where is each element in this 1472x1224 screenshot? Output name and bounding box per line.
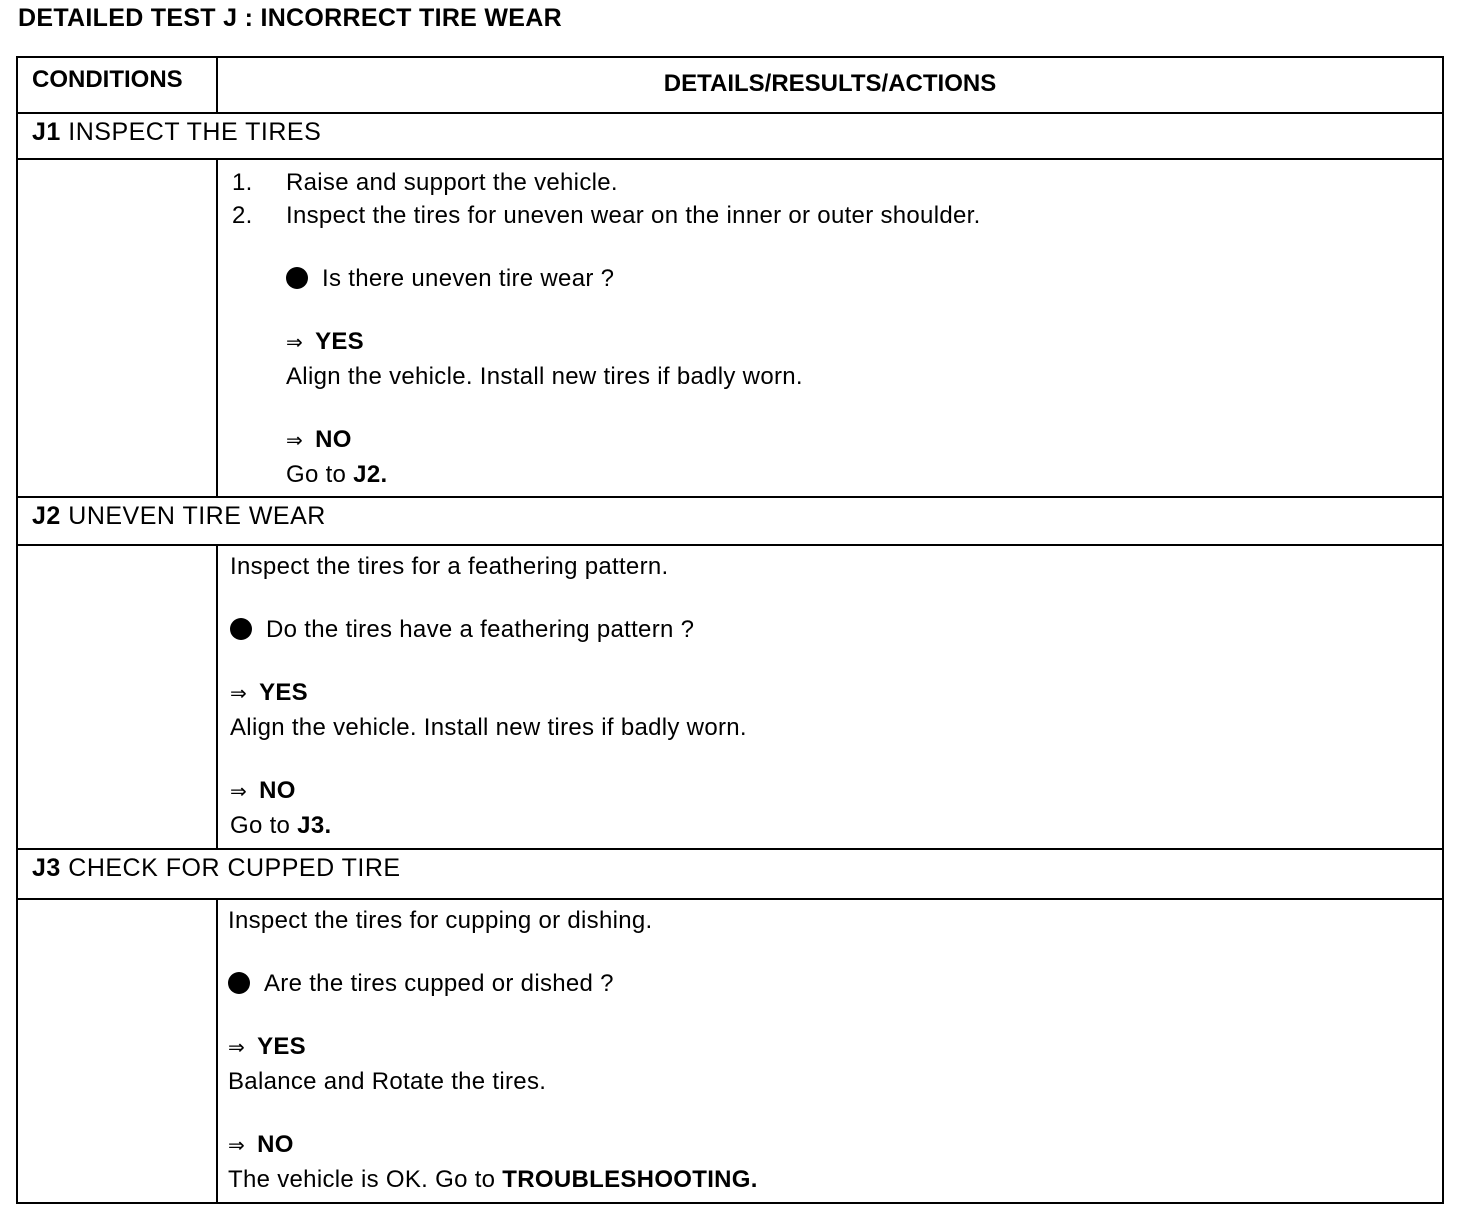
no-label: NO [257,1131,294,1158]
arrow-icon: ⇒ [228,1135,246,1157]
question-text: Is there uneven tire wear ? [322,265,615,292]
yes-action: Balance and Rotate the tires. [228,1068,547,1095]
arrow-icon: ⇒ [230,683,248,705]
details-header: DETAILS/RESULTS/ACTIONS [663,70,997,97]
column-divider [216,158,218,496]
yes-branch-j2 [230,676,747,744]
section-row-j2 [18,496,1442,544]
column-divider [216,898,218,1204]
step-2 [232,199,981,232]
arrow-icon: ⇒ [228,1037,246,1059]
section-body-j1 [18,158,1442,496]
section-label-j1: INSPECT THE TIRES [68,118,322,146]
details-cell-j1 [232,166,981,491]
arrow-icon: ⇒ [230,781,248,803]
section-title-j3 [32,854,401,883]
yes-action: Align the vehicle. Install new tires if badly worn. [286,363,803,390]
conditions-header: CONDITIONS [32,66,183,93]
no-action: The vehicle is OK. Go to TROUBLESHOOTING. [228,1166,758,1193]
section-id-j1: J1 [32,118,61,146]
no-label: NO [315,426,352,453]
details-cell-j3 [228,904,758,1196]
section-body-j3 [18,898,1442,1204]
goto-link: J3. [297,812,332,839]
intro-text: Inspect the tires for a feathering pattern. [230,553,669,580]
no-branch-j1 [286,423,981,491]
yes-label: YES [259,679,308,706]
test-table [16,56,1444,1204]
column-divider [216,58,218,112]
yes-branch-j3 [228,1030,758,1098]
yes-branch-j1 [286,325,981,393]
arrow-icon: ⇒ [286,332,304,354]
no-branch-j3 [228,1128,758,1196]
bullet-icon [286,267,308,289]
question-j3 [228,967,758,1000]
bullet-icon [228,972,250,994]
table-header-row [18,58,1442,112]
step-text: Raise and support the vehicle. [286,169,618,196]
question-j1 [286,262,981,295]
yes-label: YES [257,1033,306,1060]
arrow-icon: ⇒ [286,430,304,452]
yes-label: YES [315,328,364,355]
section-row-j3 [18,848,1442,898]
intro-text: Inspect the tires for cupping or dishing. [228,907,653,934]
details-cell-j2 [230,550,747,842]
yes-action: Align the vehicle. Install new tires if badly worn. [230,714,747,741]
question-text: Are the tires cupped or dished ? [264,970,614,997]
no-branch-j2 [230,774,747,842]
column-divider [216,544,218,848]
question-text: Do the tires have a feathering pattern ? [266,616,695,643]
step-text: Inspect the tires for uneven wear on the inner or outer shoulder. [286,202,981,229]
section-id-j2: J2 [32,502,61,530]
goto-link: TROUBLESHOOTING. [502,1166,758,1193]
no-action: Go to J3. [230,812,332,839]
section-row-j1 [18,112,1442,160]
step-number: 2. [232,202,253,229]
section-label-j2: UNEVEN TIRE WEAR [68,502,326,530]
question-j2 [230,613,747,646]
page-title: DETAILED TEST J : INCORRECT TIRE WEAR [18,4,562,32]
section-title-j1 [32,118,321,147]
goto-link: J2. [353,461,388,488]
step-1 [232,166,981,199]
section-id-j3: J3 [32,854,61,882]
no-action: Go to J2. [286,461,388,488]
bullet-icon [230,618,252,640]
no-label: NO [259,777,296,804]
section-label-j3: CHECK FOR CUPPED TIRE [68,854,401,882]
step-number: 1. [232,169,253,196]
section-body-j2 [18,544,1442,848]
section-title-j2 [32,502,326,531]
